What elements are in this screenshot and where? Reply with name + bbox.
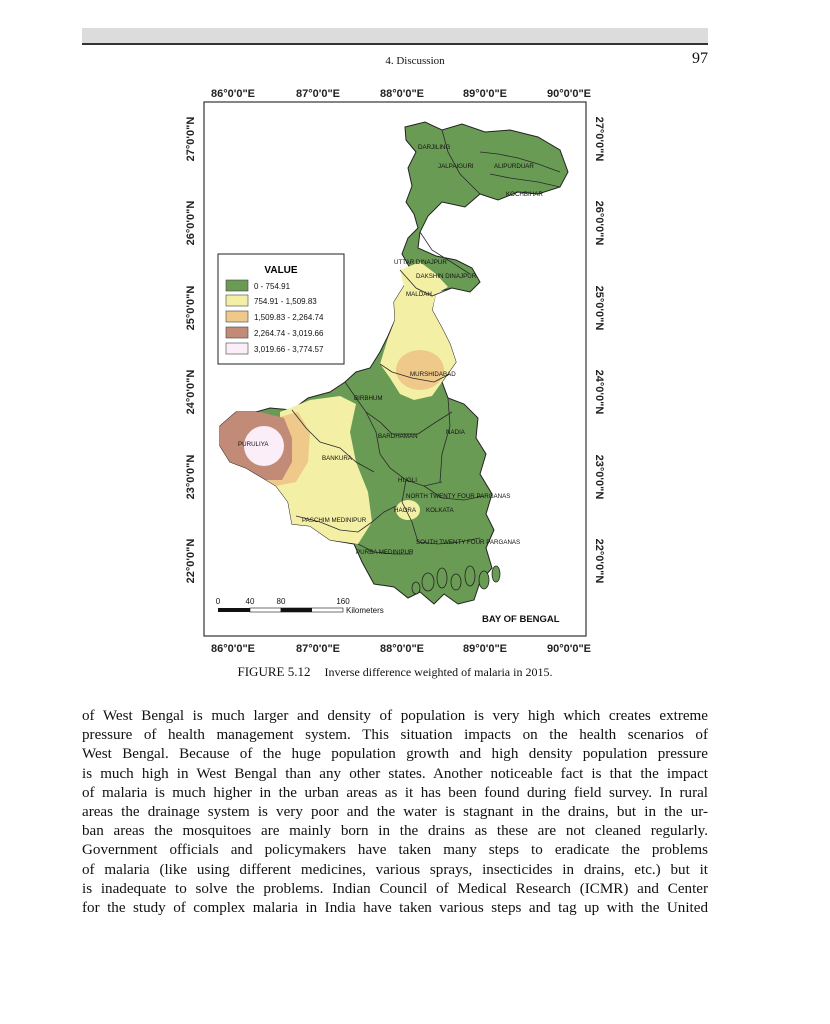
district-label: PASCHIM MEDINIPUR	[302, 517, 367, 524]
lon-label-top: 88°0'0"E	[379, 88, 425, 100]
figure-caption-text: Inverse difference weighted of malaria in 2015.	[324, 665, 553, 679]
running-head: 4. Discussion	[385, 55, 445, 67]
lat-label-right: 25°0'0"N	[593, 285, 605, 331]
scale-tick: 0	[215, 597, 221, 606]
body-line: West Bengal. Because of the huge population growth and high density population pressure	[82, 746, 708, 763]
district-label: PURULIYA	[238, 441, 269, 448]
scale-unit: Kilometers	[346, 606, 384, 615]
legend-class-label: 0 - 754.91	[254, 282, 291, 291]
scale-tick: 40	[245, 597, 255, 606]
lon-label-bottom: 89°0'0"E	[462, 643, 508, 655]
body-line: is inadequate to solve the problems. Indian Council of Medical Research (ICMR) and Center	[82, 880, 708, 897]
lat-label-right: 26°0'0"N	[593, 200, 605, 246]
district-label: BIRBHUM	[354, 395, 383, 402]
sea-label: BAY OF BENGAL	[482, 614, 560, 625]
legend-swatch	[226, 280, 248, 291]
lon-label-top: 90°0'0"E	[546, 88, 592, 100]
body-line: ban areas the mosquitoes are mainly born in the drains as these are not cleaned regularly.	[82, 823, 708, 840]
scale-tick: 160	[336, 597, 350, 606]
legend-swatch	[226, 343, 248, 354]
district-label: MALDAH	[406, 291, 432, 298]
lat-label-right: 23°0'0"N	[593, 454, 605, 500]
lat-label-right: 27°0'0"N	[593, 116, 605, 162]
body-line: of West Bengal is much larger and density of population is very high which creates extreme	[82, 708, 708, 724]
legend-class-label: 2,264.74 - 3,019.66	[254, 329, 324, 338]
legend-swatch	[226, 311, 248, 322]
district-label: SOUTH TWENTY FOUR PARGANAS	[416, 539, 521, 546]
lon-label-top: 87°0'0"E	[295, 88, 341, 100]
district-label: DAKSHIN DINAJPUR	[416, 273, 477, 280]
district-label: BANKURA	[322, 455, 352, 462]
district-label: PURBA MEDINIPUR	[356, 549, 414, 556]
district-label: HAORA	[394, 507, 417, 514]
lon-label-top: 86°0'0"E	[210, 88, 256, 100]
district-label: UTTAR DINAJPUR	[394, 259, 447, 266]
lat-label-left: 27°0'0"N	[185, 116, 197, 162]
district-label: JALPAIGURI	[438, 163, 474, 170]
legend-class-label: 754.91 - 1,509.83	[254, 297, 317, 306]
body-line: is much high in West Bengal than any other states. Another noticeable fact is that the impact	[82, 765, 708, 782]
district-label: KOLKATA	[426, 507, 454, 514]
lat-label-left: 23°0'0"N	[185, 454, 197, 500]
lon-label-bottom: 86°0'0"E	[210, 643, 256, 655]
district-label: DARJILING	[418, 144, 451, 151]
lat-label-right: 22°0'0"N	[593, 538, 605, 584]
scale-tick: 80	[276, 597, 286, 606]
lon-label-top: 89°0'0"E	[462, 88, 508, 100]
body-line: for the study of complex malaria in India have taken various steps and tag up with the United	[82, 900, 708, 917]
district-label: NORTH TWENTY FOUR PARGANAS	[406, 493, 511, 500]
lat-label-left: 26°0'0"N	[185, 200, 197, 246]
body-line: of malaria (like using different medicines, various sprays, insecticides in drains, etc.) but it	[82, 861, 708, 878]
lat-label-left: 25°0'0"N	[185, 285, 197, 331]
district-label: ALIPURDUAR	[494, 163, 534, 170]
district-label: MURSHIDABAD	[410, 371, 456, 378]
lon-label-bottom: 90°0'0"E	[546, 643, 592, 655]
figure-label: FIGURE 5.12	[237, 664, 311, 679]
legend-title: VALUE	[264, 265, 298, 276]
legend-class-label: 1,509.83 - 2,264.74	[254, 313, 324, 322]
header-rule	[82, 43, 708, 45]
lon-label-bottom: 88°0'0"E	[379, 643, 425, 655]
district-label: KOCHBIHAR	[506, 191, 543, 198]
district-label: BARDHAMAN	[378, 433, 418, 440]
page-number: 97	[692, 50, 708, 67]
body-line: of malaria is much higher in the urban areas as it has been found during field survey. In rural	[82, 784, 708, 801]
legend-class-label: 3,019.66 - 3,774.57	[254, 345, 324, 354]
header-band	[82, 28, 708, 43]
legend-swatch	[226, 295, 248, 306]
lat-label-left: 24°0'0"N	[185, 369, 197, 415]
district-label: NADIA	[446, 429, 465, 436]
body-line: pressure of health management system. This situation impacts on the health scenarios of	[82, 727, 708, 744]
idw-zone-orange-murshidabad	[396, 350, 444, 390]
malaria-idw-map	[180, 82, 620, 662]
body-line: Government officials and policymakers have taken many steps to eradicate the problems	[82, 842, 708, 859]
legend-swatch	[226, 327, 248, 338]
body-paragraph	[82, 707, 708, 918]
district-label: HUGLI	[398, 477, 417, 484]
map-legend	[218, 254, 344, 364]
lat-label-right: 24°0'0"N	[593, 369, 605, 415]
lat-label-left: 22°0'0"N	[185, 538, 197, 584]
body-line: areas the drainage system is very poor and the water is stagnant in the drains, but in the ur-	[82, 804, 708, 821]
lon-label-bottom: 87°0'0"E	[295, 643, 341, 655]
figure-caption	[0, 664, 790, 680]
